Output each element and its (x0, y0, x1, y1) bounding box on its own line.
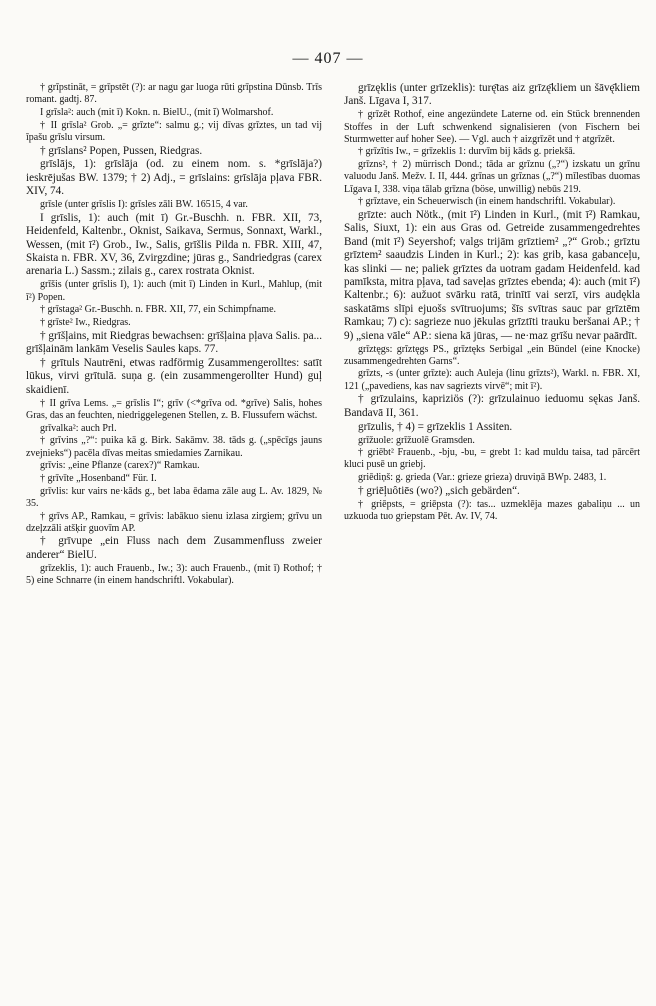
dictionary-entry: † grīztave, ein Scheuerwisch (in einem handschriftl. Vokabular). (358, 196, 616, 208)
dictionary-entry: I grīslis, 1): auch (mit ī) Gr.-Buschh. n. FBR. XII, 73, Heidenfeld, Kaltenbr., Oknist, Saikava, Sermus, Sonnaxt, Warkl., Wessen, (mit ī²) Grob., Iw., Salis, grīšlis Pilda n. FBR. XIII, 47, Skaista n. FBR. XV, 36, Zvirgzdine; jūras g., Sandriedgras (carex arenaria L.) Sassm.; zilais g., carex rostrata Oknist. (26, 211, 322, 278)
dictionary-entry: grīzns², † 2) mürrisch Dond.; tāda ar grīznu („?“) izskatu un grīnu valuodu Janš. Mežv. I. II, 444. grīnas un grīznas („?“) mīlestības duomas Līgava I, 338. viņa tālab grīzna (böse, unwillig) nebūs 219. (344, 159, 640, 195)
dictionary-entry: grīšis (unter grīslis I), 1): auch (mit ī) Linden in Kurl., Mahlup, (mit ī²) Popen. (26, 279, 322, 303)
dictionary-entry: grīzeklis, 1): auch Frauenb., Iw.; 3): auch Frauenb., (mit ī) Rothof; † 5) eine Schnarre (in einem handschriftl. Vokabular). (26, 562, 322, 586)
dictionary-entry: † grīšļains, mit Riedgras bewachsen: grīšļaina pļava Salis. pa... grīšļainām lankām Veselis Saules kaps. 77. (26, 329, 322, 356)
dictionary-entry: † grīvs AP., Ramkau, = grīvis: labākuo sienu izlasa zirgiem; grīvu un dzeļzzāli atšķir guovīm AP. (26, 510, 322, 534)
dictionary-entry: grīžuole: grīžuolē Gramsden. (358, 434, 475, 446)
left-column (26, 82, 322, 998)
dictionary-entry: grīzte: auch Nötk., (mit ī²) Linden in Kurl., (mit ī²) Ramkau, Salis, Siuxt, 1): ein aus Gras od. Getreide zusammengedrehtes Band (mit ī²) Seyershof; valgs trijām grīztiem² „?“ Grob.; grīztu grīztem² saaudzis Linden in Kurl.; 2): kas grib, kasa gabanceļu, kas slinki — ne; paliek grīztes da uotram gadam Heidenfeld. kad pamīksta, mitra pļava, tad saveļas grīztes ebenda; 4): auch (mit ī²) Kaltenbr.; 6): aužuot svārku ratā, trinītī vai serzī, virs audękla saskatāms slīpi ejuošs svītruojums; šīs svītras sauc par grīztēm Ramkau; 7) c): sagrieze nuo jēkulas grīztīti trauku beršanai AP.; † 9) „siena vāle“ AP.: siena kā jūras, — ne·maz grīšu nevar paārdīt. (344, 208, 640, 342)
columns (26, 82, 640, 998)
dictionary-entry: † grīslans² Popen, Pussen, Riedgras. (40, 144, 203, 157)
dictionary-entry: I grīsla²: auch (mit ī) Kokn. n. BielU., (mit ĭ) Wolmarshof. (40, 106, 274, 118)
dictionary-entry: grīsle (unter grīslis I): grīsles zāli BW. 16515, 4 var. (40, 199, 248, 211)
dictionary-entry: grīvis: „eine Pflanze (carex?)“ Ramkau. (40, 460, 200, 472)
dictionary-entry: griēdiņš: g. grieda (Var.: grieze grieza) druviņā BWp. 2483, 1. (358, 472, 607, 484)
dictionary-entry: † griēbt² Frauenb., -bju, -bu, = grebt 1: kad muldu taisa, tad pārcērt kluci pusē un griebj. (344, 447, 640, 471)
dictionary-entry: grīztęgs: grīztęgs PS., grīztęks Serbigal „ein Bündel (eine Knocke) zusammengedrehten Garns“. (344, 343, 640, 367)
dictionary-entry: † grīste² Iw., Riedgras. (40, 316, 131, 328)
page-number: — 407 — (292, 50, 364, 67)
dictionary-entry: † grīzulains, kapriziös (?): grīzulainuo ieduomu sękas Janš. Bandavā II, 361. (344, 393, 640, 419)
dictionary-entry: † grīstaga² Gr.-Buschh. n. FBR. XII, 77, ein Schimpfname. (40, 304, 277, 316)
dictionary-entry: † grīvīte „Hosenband“ Für. I. (40, 472, 157, 484)
dictionary-entry: grīzts, -s (unter grīzte): auch Auleja (linu grīzts²), Warkl. n. FBR. XI, 121 („pavediens, kas nav sagriezts virvē“; mit ī²). (344, 368, 640, 392)
dictionary-entry: † grīzēt Rothof, eine angezündete Laterne od. ein Stück brennenden Stoffes in der Luft schwenkend signalisieren (von Fischern bei Sturmwetter auf hoher See). — Vgl. auch † aizgrīzēt und † atgrīzēt. (344, 109, 640, 145)
right-column (344, 82, 640, 998)
dictionary-entry: grīzulis, † 4) = grīzeklis 1 Assiten. (358, 420, 513, 433)
dictionary-entry: † grīzītis Iw., = grīzeklis 1: durvīm bij kāds g. priekšā. (358, 146, 576, 158)
dictionary-entry: † grītuls Nautrēni, etwas radförmig Zusammengerolltes: satīt lūkus, virvi grītulā. suņa g. (ein zusammengerollter Hund) guļ skaidienī. (26, 357, 322, 396)
dictionary-entry: † griēļuôtiēs (wo?) „sich gebärden“. (358, 484, 520, 497)
dictionary-entry: grīslājs, 1): grīslāja (od. zu einem nom. s. *grīslāja?) ieskrējušas BW. 1379; † 2) Adj., = grīslains: grīslāja pļava FBR. XIV, 74. (26, 158, 322, 198)
dictionary-entry: † grīvupe „ein Fluss nach dem Zusammenfluss zweier anderer“ BielU. (26, 535, 322, 561)
dictionary-entry: grīvalka²: auch Prl. (40, 422, 117, 434)
dictionary-entry: grīvlis: kur vairs ne·kāds g., bet laba ēdama zāle aug L. Av. 1829, № 35. (26, 485, 322, 509)
dictionary-entry: † grīvins „?“: puika kā g. Birk. Sakāmv. 38. tāds g. („spēcīgs jauns zvejnieks“) pacēla dīvas meitas smiedamies Zarnikau. (26, 435, 322, 459)
dictionary-entry: † griēpsts, = griēpsta (?): tas... uzmeklēja mazes gabaliņu ... un uzkuoda tuo griepstam Pēt. Av. IV, 74. (344, 498, 640, 522)
dictionary-entry: † II grīsla² Grob. „= grīzte“: salmu g.; vij dīvas grīztes, un tad vij īpašu grīslu virsum. (26, 119, 322, 143)
dictionary-entry: grīzęklis (unter grīzeklis): turę̄tas aiz grīzę̄kliem un šāvę̄kliem Janš. Līgava I, 317. (344, 82, 640, 108)
dictionary-entry: † II grīva Lems. „= grīslis I“; grīv (<*grīva od. *grīve) Salis, hohes Gras, das an feuchten, niedriggelegenen Stellen, z. B. Flussufern wächst. (26, 397, 322, 421)
dictionary-entry: † grīpstināt, = grīpstēt (?): ar nagu gar luoga rūti grīpstina Dūnsb. Trīs romant. gadtj. 87. (26, 82, 322, 106)
